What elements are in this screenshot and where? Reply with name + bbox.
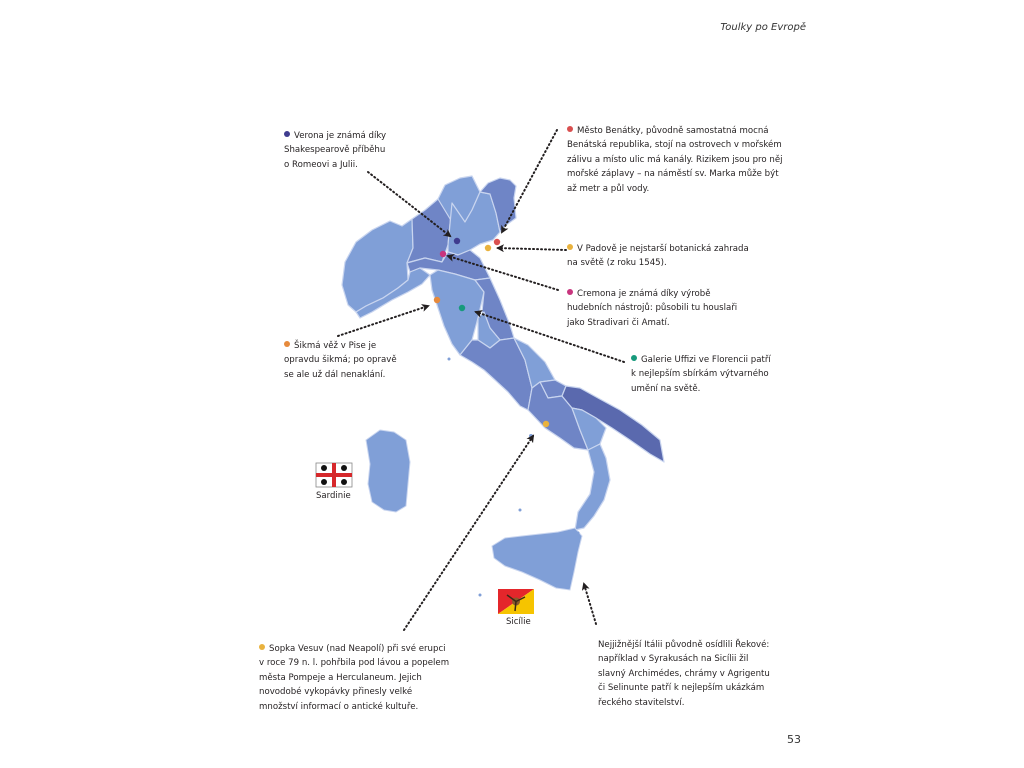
note-uffizi (631, 353, 821, 396)
verona-dot (454, 238, 460, 244)
pointer-padova (498, 248, 566, 250)
bullet-dot (567, 289, 573, 295)
bullet-dot (567, 126, 573, 132)
sicily-island (492, 528, 582, 590)
note-benatky (567, 124, 817, 196)
region-northwest (342, 219, 413, 312)
running-header: Toulky po Evropě (720, 22, 806, 33)
vesuv-dot (543, 421, 549, 427)
page-number: 53 (787, 733, 801, 746)
sicilie-label: Sicílie (506, 617, 531, 627)
note-uffizi-text: Galerie Uffizi ve Florencii patří k nejlepším sbírkám výtvarného umění na světě. (631, 355, 771, 394)
sardinia-island (366, 430, 410, 512)
note-recko-text: Nejjižnější Itálii původně osídlili Řekové: například v Syrakusách na Sicílii žil slavný Archimédes, chrámy v Agrigentu či Selinunte patří k nejlepším ukázkám řeckého stavitelství. (598, 640, 770, 708)
pointer-pisa (338, 306, 428, 336)
note-padova (567, 242, 807, 271)
note-pisa-text: Šikmá věž v Pise je opravdu šikmá; po opravě se ale už dál nenaklání. (284, 341, 397, 380)
padova-dot (485, 245, 491, 251)
note-recko (598, 638, 828, 710)
bullet-dot (631, 355, 637, 361)
note-verona (284, 129, 444, 172)
note-verona-text: Verona je známá díky Shakespearově příběhu o Romeovi a Julii. (284, 131, 387, 170)
bullet-dot (284, 341, 290, 347)
sardinie-label: Sardinie (316, 491, 351, 501)
note-pisa (284, 339, 464, 382)
note-vesuv (259, 642, 509, 714)
note-cremona (567, 287, 807, 330)
note-benatky-text: Město Benátky, původně samostatná mocná Benátská republika, stojí na ostrovech v mořském zálivu a místo ulic má kanály. Rizikem jsou pro něj mořské záplavy – na náměstí sv. Marka může být až metr a půl vody. (567, 126, 783, 194)
region-calabria (575, 444, 610, 530)
bullet-dot (284, 131, 290, 137)
note-cremona-text: Cremona je známá díky výrobě hudebních nástrojů: působili tu houslaři jako Stradivari či Amatí. (567, 289, 738, 328)
cremona-dot (440, 251, 446, 257)
bullet-dot (259, 644, 265, 650)
uffizi-dot (459, 305, 465, 311)
benatky-dot (494, 239, 500, 245)
sicily-flag-icon (498, 589, 534, 614)
note-padova-text: V Padově je nejstarší botanická zahrada na světě (z roku 1545). (567, 244, 749, 269)
pisa-dot (434, 297, 440, 303)
note-vesuv-text: Sopka Vesuv (nad Neapolí) při své erupci v roce 79 n. l. pohřbila pod lávou a popelem města Pompeje a Herculaneum. Jejich novodobé vykopávky přinesly velké množství informací o antické kultuře. (259, 644, 450, 712)
sardinia-flag-icon (316, 463, 352, 487)
pointer-recko (584, 584, 596, 624)
bullet-dot (567, 244, 573, 250)
